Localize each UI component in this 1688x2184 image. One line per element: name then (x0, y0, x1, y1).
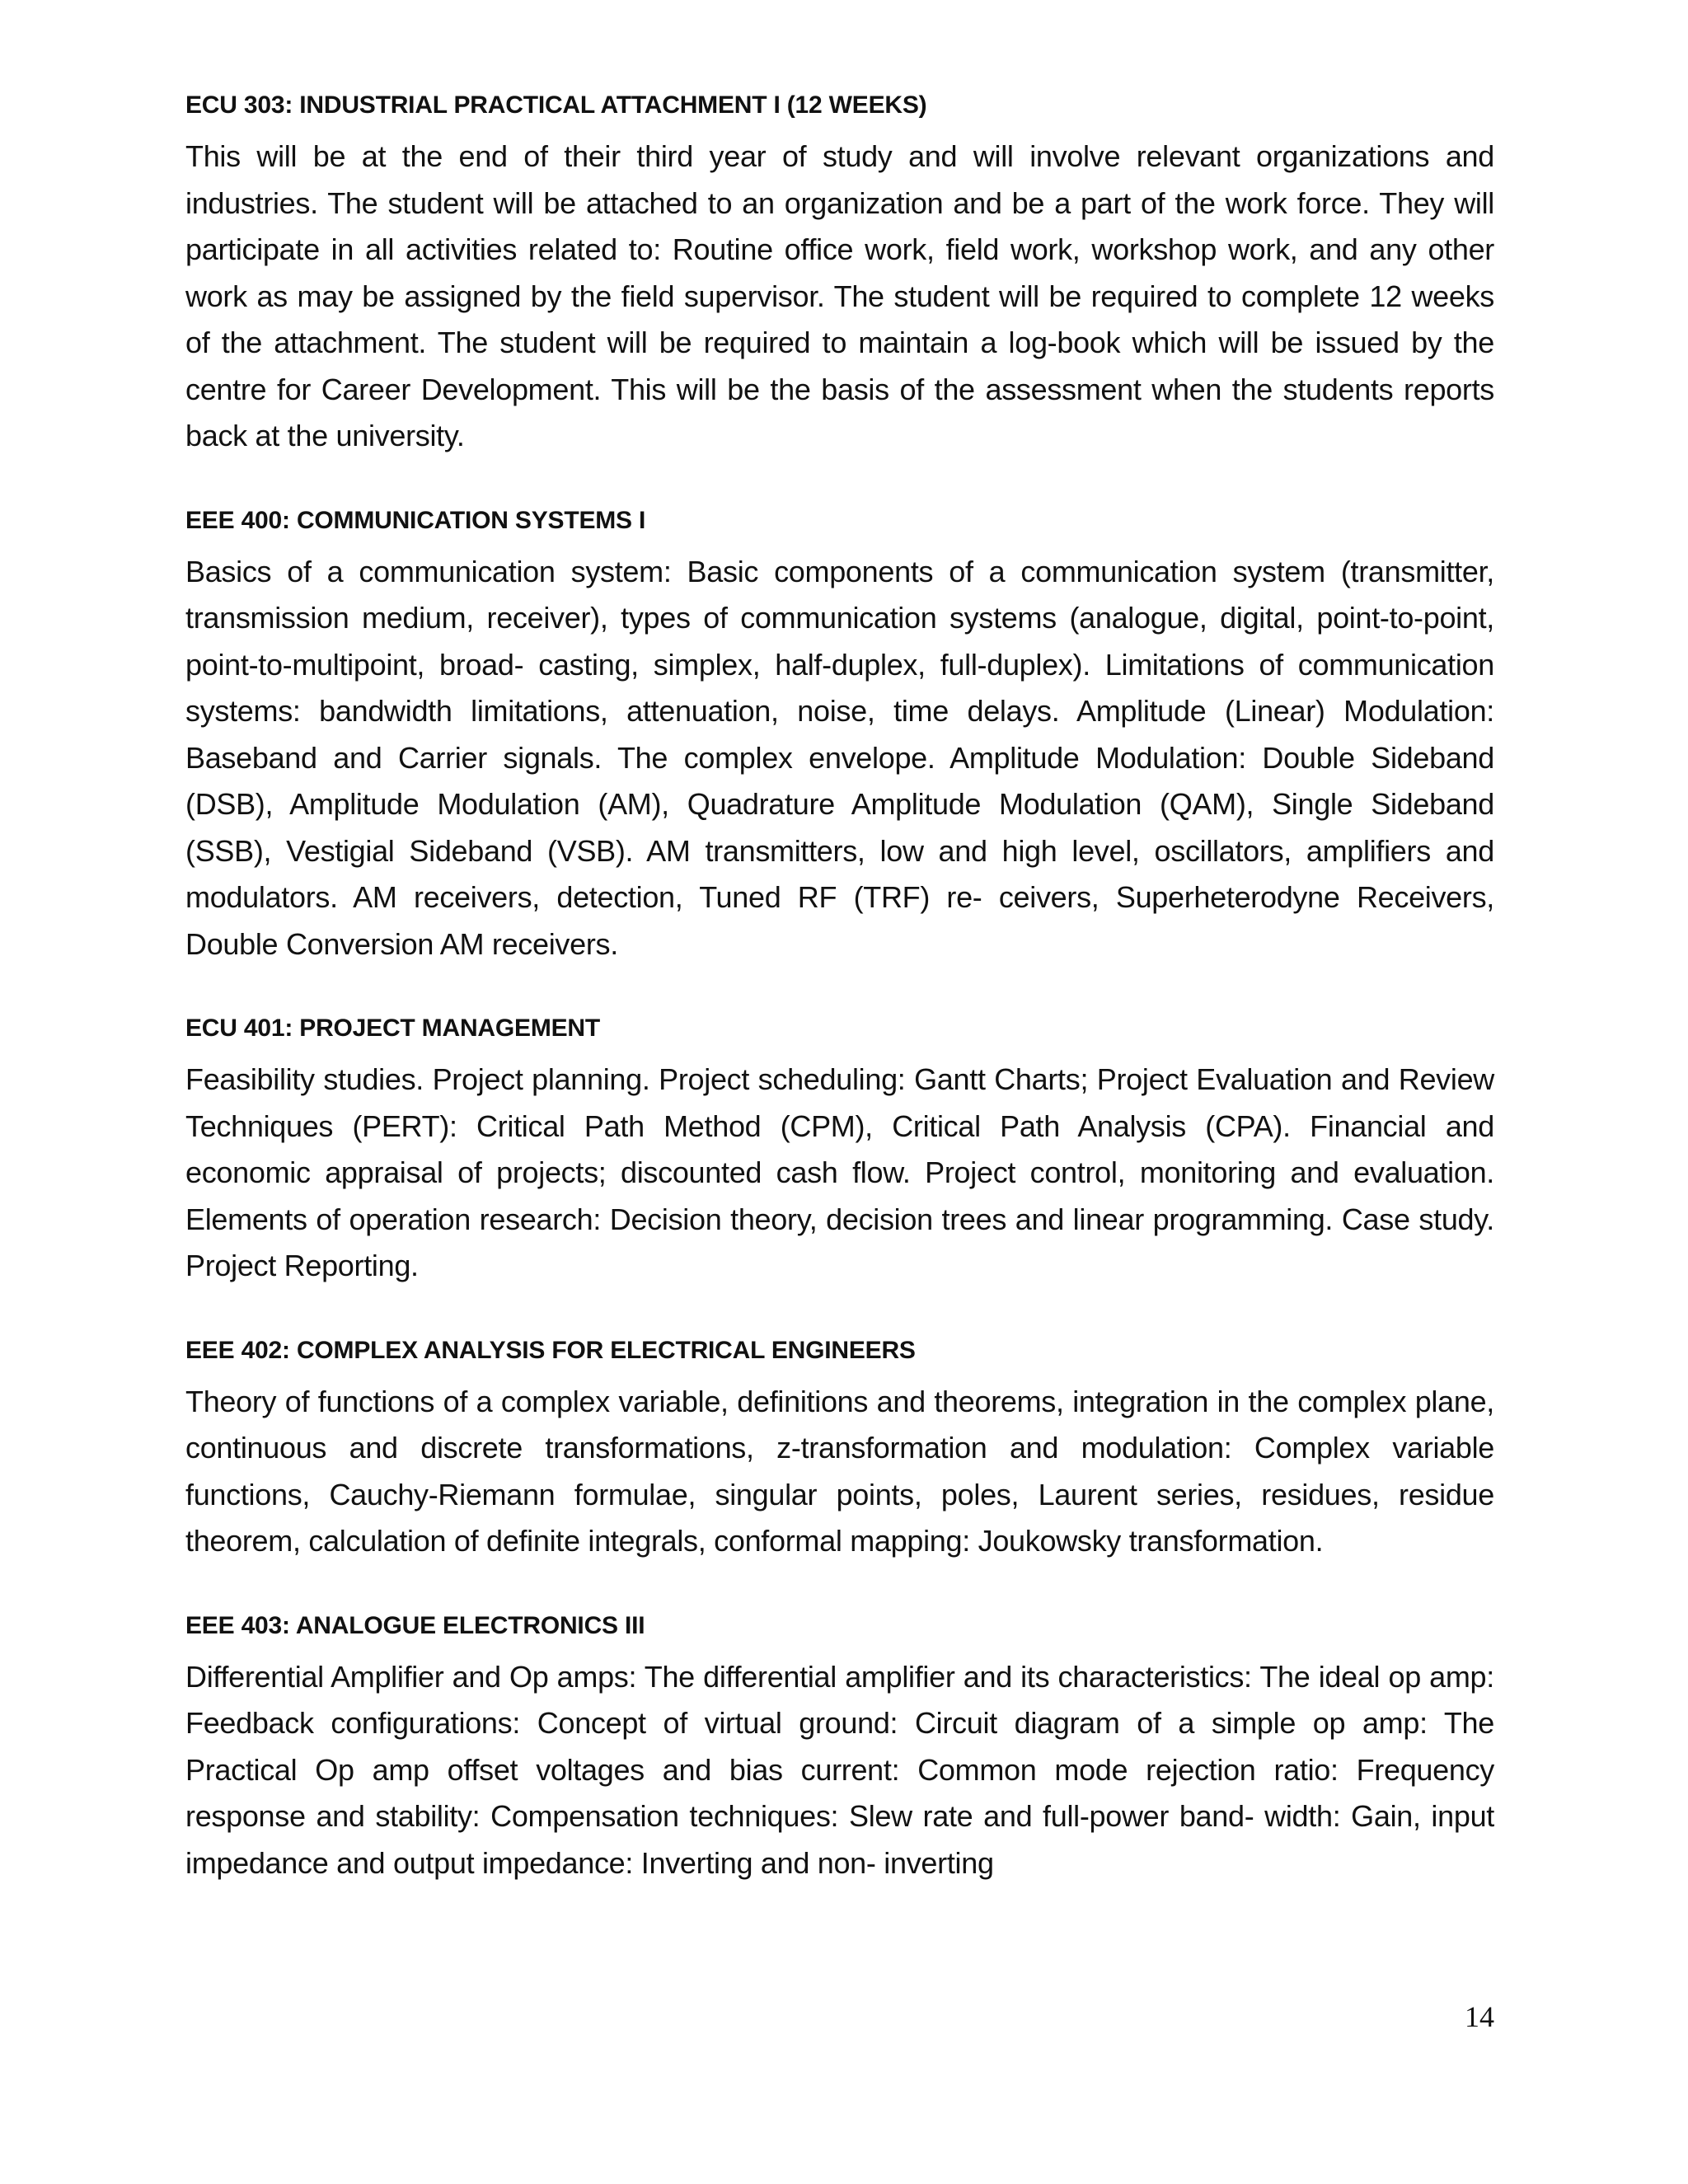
course-ecu-303 (185, 82, 1494, 460)
course-title: ECU 401: PROJECT MANAGEMENT (185, 1015, 601, 1042)
course-eee-400 (185, 498, 1494, 968)
course-title: EEE 400: COMMUNICATION SYSTEMS I (185, 506, 646, 534)
course-ecu-401 (185, 1005, 1494, 1290)
course-description: Feasibility studies. Project planning. Project scheduling: Gantt Charts; Project Evaluation and Review Techniques (PERT): Critical Path Method (CPM), Critical Path Analysis (CPA). Financial and economic appraisal of projects; discounted cash flow. Project control, monitoring and evaluation. Elements of operation research: Decision theory, decision trees and linear programming. Case study. Project Reporting. (185, 1062, 1494, 1282)
course-title: ECU 303: INDUSTRIAL PRACTICAL ATTACHMENT I (12 WEEKS) (185, 91, 927, 119)
course-description: Basics of a communication system: Basic components of a communication system (transmitter, transmission medium, receiver), types of communication systems (analogue, digital, point-to-point, point-to-multipoint, broad- casting, simplex, half-duplex, full-duplex). Limitations of communication systems: bandwidth limitations, attenuation, noise, time delays. Amplitude (Linear) Modulation: Baseband and Carrier signals. The complex envelope. Amplitude Modulation: Double Sideband (DSB), Amplitude Modulation (AM), Quadrature Amplitude Modulation (QAM), Single Sideband (SSB), Vestigial Sideband (VSB). AM transmitters, low and high level, oscillators, amplifiers and modulators. AM receivers, detection, Tuned RF (TRF) re- ceivers, Superheterodyne Receivers, Double Conversion AM receivers. (185, 554, 1494, 961)
course-eee-403 (185, 1603, 1494, 1887)
document-page (185, 82, 1494, 1924)
course-description: Theory of functions of a complex variable, definitions and theorems, integration in the complex plane, continuous and discrete transformations, z-transformation and modulation: Complex variable functions, Cauchy-Riemann formulae, singular points, poles, Laurent series, residues, residue theorem, calculation of definite integrals, conformal mapping: Joukowsky transformation. (185, 1384, 1494, 1558)
course-title: EEE 403: ANALOGUE ELECTRONICS III (185, 1611, 645, 1639)
course-eee-402 (185, 1328, 1494, 1565)
page-number: 14 (1465, 2000, 1494, 2033)
course-description: This will be at the end of their third year of study and will involve relevant organizations and industries. The student will be attached to an organization and be a part of the work force. They will participate in all activities related to: Routine office work, field work, workshop work, and any other work as may be assigned by the field supervisor. The student will be required to complete 12 weeks of the attachment. The student will be required to maintain a log-book which will be issued by the centre for Career Development. This will be the basis of the assessment when the students reports back at the university. (185, 139, 1494, 452)
course-title: EEE 402: COMPLEX ANALYSIS FOR ELECTRICAL ENGINEERS (185, 1336, 916, 1364)
course-description: Differential Amplifier and Op amps: The differential amplifier and its characteristics: The ideal op amp: Feedback configurations: Concept of virtual ground: Circuit diagram of a simple op amp: The Practical Op amp offset voltages and bias current: Common mode rejection ratio: Frequency response and stability: Compensation techniques: Slew rate and full-power band- width: Gain, input impedance and output impedance: Inverting and non- inverting (185, 1659, 1494, 1880)
